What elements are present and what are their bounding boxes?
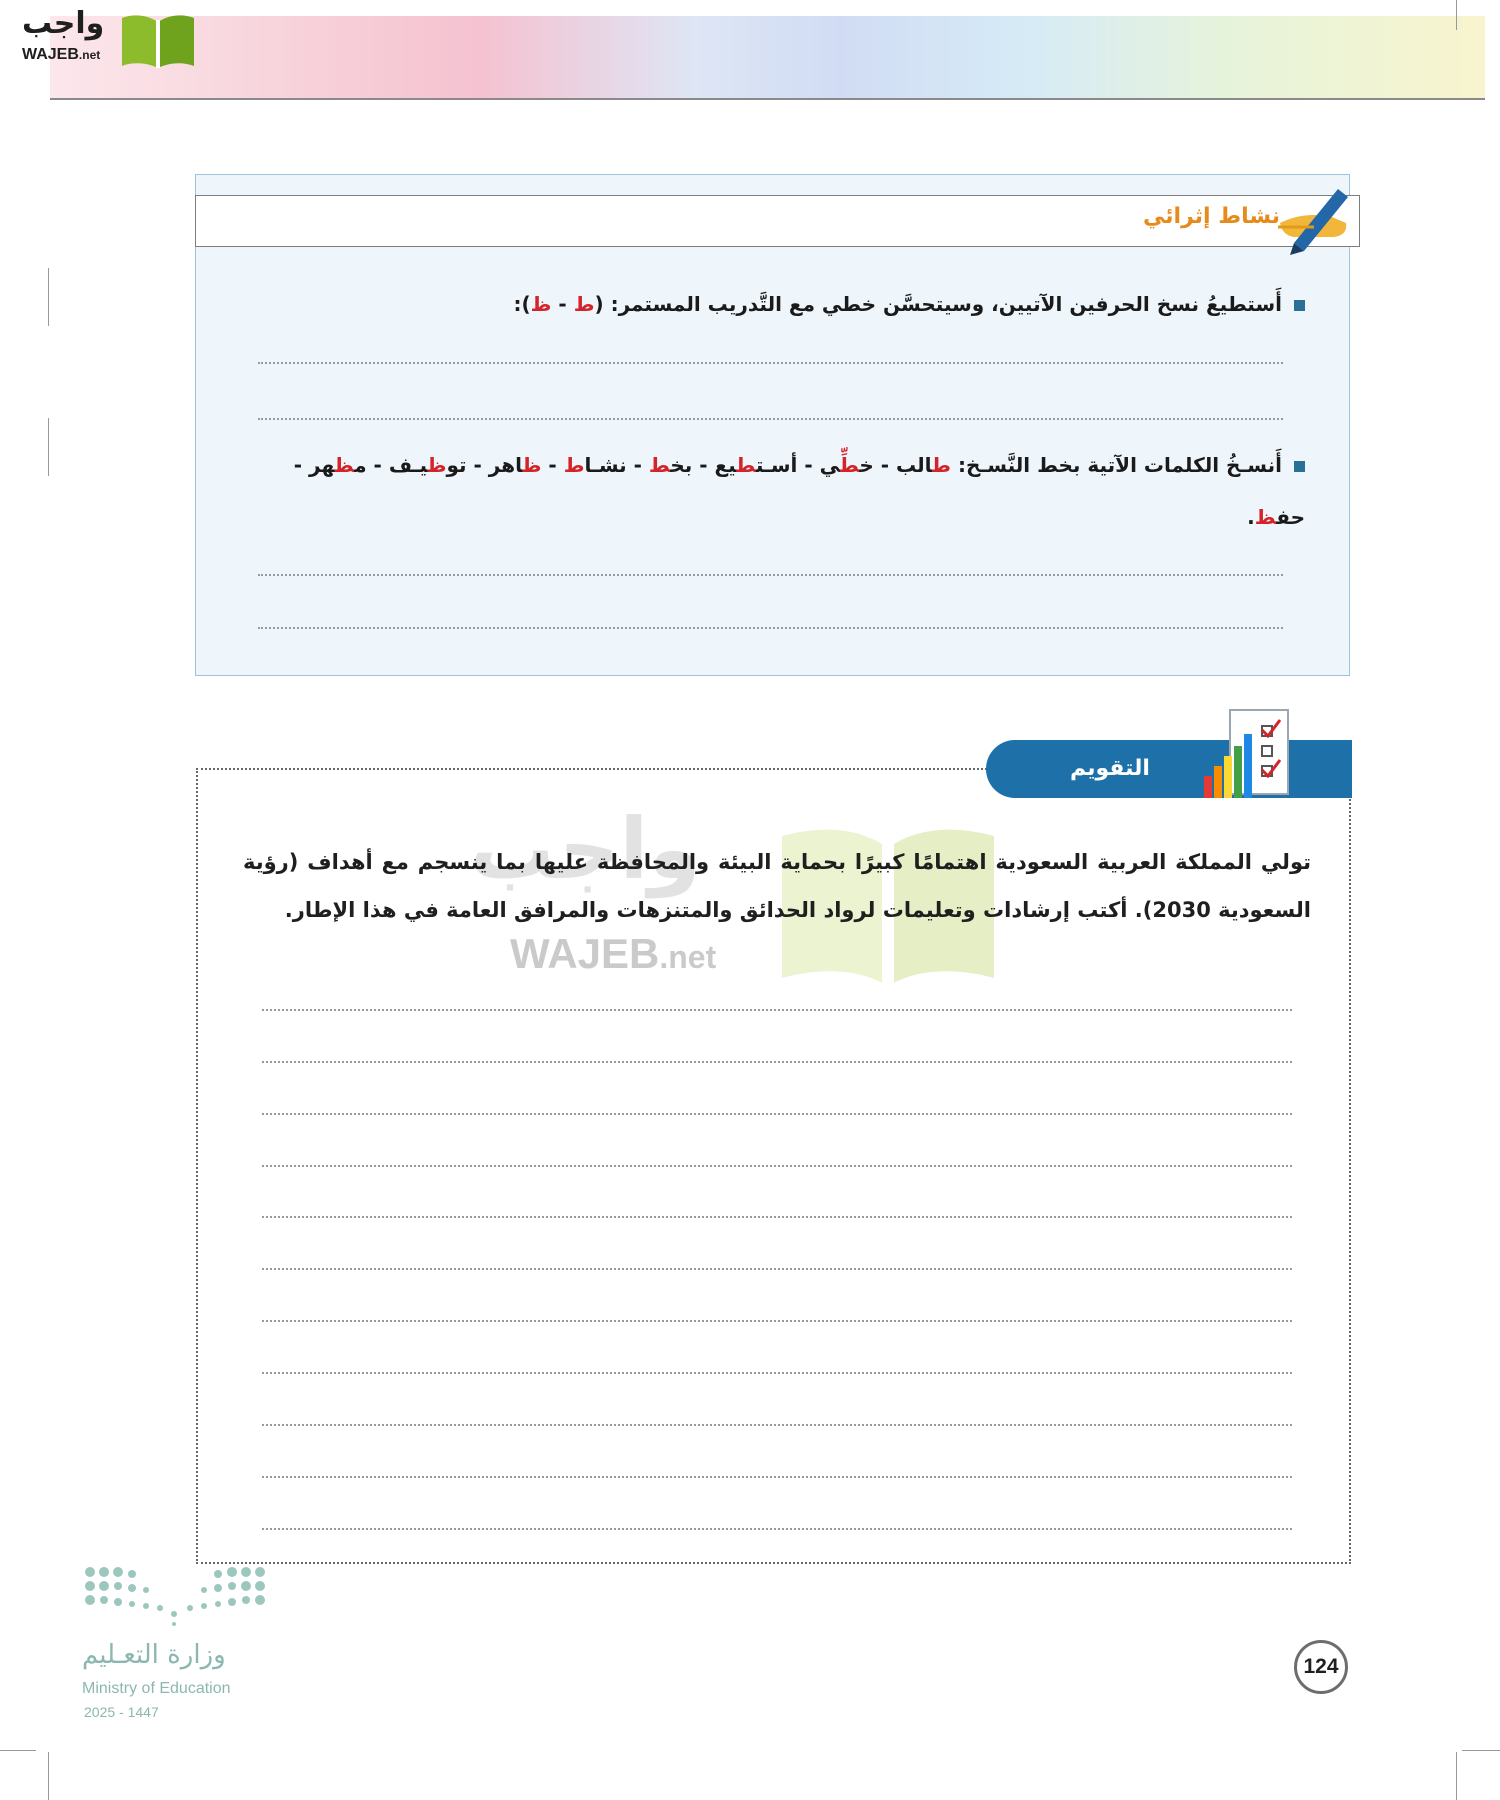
edition-year: 2025 - 1447 [84, 1704, 159, 1720]
writing-line[interactable] [262, 1476, 1292, 1478]
book-icon [118, 10, 198, 70]
activity-question-2-continued: حفظ. [1247, 505, 1305, 529]
logo-arabic: واجب [22, 6, 105, 41]
activity-question-2: أَنسـخُ الكلمات الآتية بخط النَّسـخ: طالب - خطِّي - أسـتطيع - بخط - نشـاط - ظاهر - توظيـف - مظهر - [294, 453, 1305, 477]
ministry-name-arabic: وزارة التعـليم [82, 1640, 226, 1670]
pencil-hand-icon [1274, 183, 1354, 255]
crop-mark [1456, 1752, 1457, 1800]
activity-question-1: أَستطيعُ نسخ الحرفين الآتيين، وسيتحسَّن خطي مع التَّدريب المستمر: (ط - ظ): [514, 292, 1305, 316]
crop-mark [48, 1752, 49, 1800]
writing-line[interactable] [258, 627, 1283, 629]
page-number: 124 [1294, 1640, 1348, 1694]
ministry-name-english: Ministry of Education [82, 1680, 231, 1697]
highlighted-letter: ط [736, 453, 756, 477]
writing-line[interactable] [262, 1113, 1292, 1115]
writing-line[interactable] [262, 1216, 1292, 1218]
crop-mark [1456, 0, 1457, 30]
highlighted-letter: ط [648, 453, 671, 477]
crop-mark [48, 418, 49, 476]
highlighted-letter: طِّ [839, 453, 860, 477]
crop-mark [1462, 1750, 1500, 1751]
ministry-logo-dots-icon [84, 1566, 266, 1628]
crop-mark [0, 1750, 36, 1751]
checklist-chart-icon [1200, 706, 1295, 802]
evaluation-prompt: تولي المملكة العربية السعودية اهتمامًا كبيرًا بحماية البيئة والمحافظة عليها بما ينسجم مع أهداف (رؤية السعودية 2030). أكتب إرشادات وتعليمات لرواد الحدائق والمتنزهات والمرافق العامة في هذا الإطار. [243, 850, 1311, 922]
word-list: طالب - خطِّي - أسـتطيع - بخط - نشـاط - ظاهر - توظيـف - مظهر - [293, 453, 952, 477]
highlighted-letter: ظ [427, 453, 447, 477]
writing-line[interactable] [262, 1320, 1292, 1322]
logo-english: WAJEB.net [22, 46, 101, 63]
crop-mark [48, 268, 49, 326]
writing-line[interactable] [262, 1528, 1292, 1530]
evaluation-header-pill [986, 740, 1352, 798]
writing-line[interactable] [262, 1009, 1292, 1011]
square-bullet-icon [1294, 461, 1305, 472]
enrichment-activity-box [195, 174, 1350, 676]
highlighted-letter: ظ [334, 453, 355, 477]
watermark-arabic: واجب [470, 800, 701, 898]
watermark-english: WAJEB.net [510, 930, 717, 977]
header-rule [50, 98, 1485, 100]
writing-line[interactable] [262, 1061, 1292, 1063]
header-banner [50, 16, 1485, 98]
writing-line[interactable] [258, 574, 1283, 576]
writing-line[interactable] [258, 418, 1283, 420]
site-logo[interactable] [10, 6, 190, 66]
writing-line[interactable] [262, 1372, 1292, 1374]
square-bullet-icon [1294, 300, 1305, 311]
highlighted-letter: ط [932, 453, 952, 477]
writing-line[interactable] [262, 1268, 1292, 1270]
highlighted-letter: ط [563, 453, 585, 477]
writing-line[interactable] [262, 1165, 1292, 1167]
writing-line[interactable] [258, 362, 1283, 364]
writing-line[interactable] [262, 1424, 1292, 1426]
highlighted-letter: ظ [522, 453, 542, 477]
activity-title: نشاط إثرائي [1143, 204, 1280, 229]
evaluation-title: التقويم [1070, 756, 1150, 781]
